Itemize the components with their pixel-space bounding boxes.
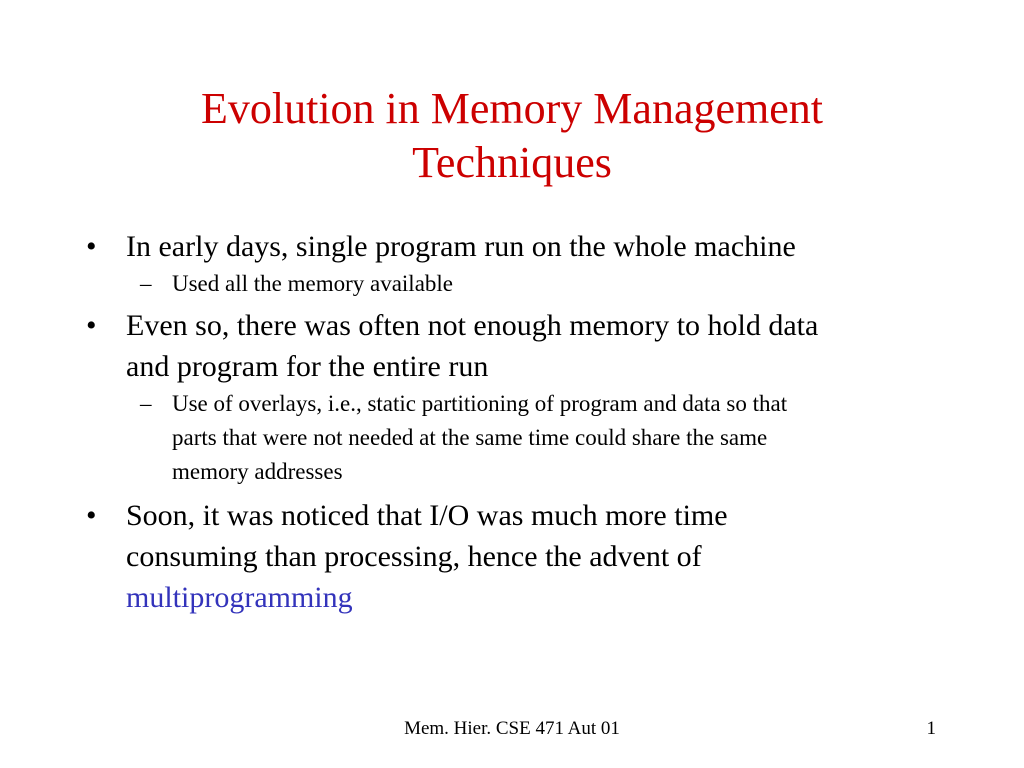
bullet-text: Even so, there was often not enough memory to hold data (126, 309, 819, 342)
bullet-marker: • (86, 309, 97, 342)
sub-bullet-text: Use of overlays, i.e., static partitioning of program and data so that (172, 391, 788, 416)
slide-title-line-2: Techniques (412, 138, 612, 187)
bullet-text: and program for the entire run (126, 350, 489, 383)
sub-bullet-marker: – (140, 271, 152, 296)
bullet-item (82, 226, 962, 267)
sub-bullet-marker: – (140, 391, 152, 416)
bullet-item (82, 305, 962, 387)
bullet-text: consuming than processing, hence the advent of (126, 540, 702, 573)
sub-bullet-item (82, 267, 962, 301)
bullet-text: In early days, single program run on the whole machine (126, 230, 796, 263)
highlighted-term: multiprogramming (126, 581, 353, 614)
sub-bullet-text: Used all the memory available (172, 271, 454, 296)
footer-text: Mem. Hier. CSE 471 Aut 01 (404, 718, 620, 739)
sub-bullet-text: memory addresses (172, 459, 343, 484)
bullet-marker: • (86, 499, 97, 532)
bullet-list (82, 226, 962, 618)
slide-title (100, 82, 924, 190)
sub-bullet-item (82, 387, 962, 489)
bullet-item (82, 495, 962, 618)
page-number: 1 (926, 718, 936, 739)
slide-title-line-1: Evolution in Memory Management (201, 84, 823, 133)
bullet-text: Soon, it was noticed that I/O was much more time (126, 499, 728, 532)
bullet-marker: • (86, 230, 97, 263)
sub-bullet-text: parts that were not needed at the same time could share the same (172, 425, 768, 450)
